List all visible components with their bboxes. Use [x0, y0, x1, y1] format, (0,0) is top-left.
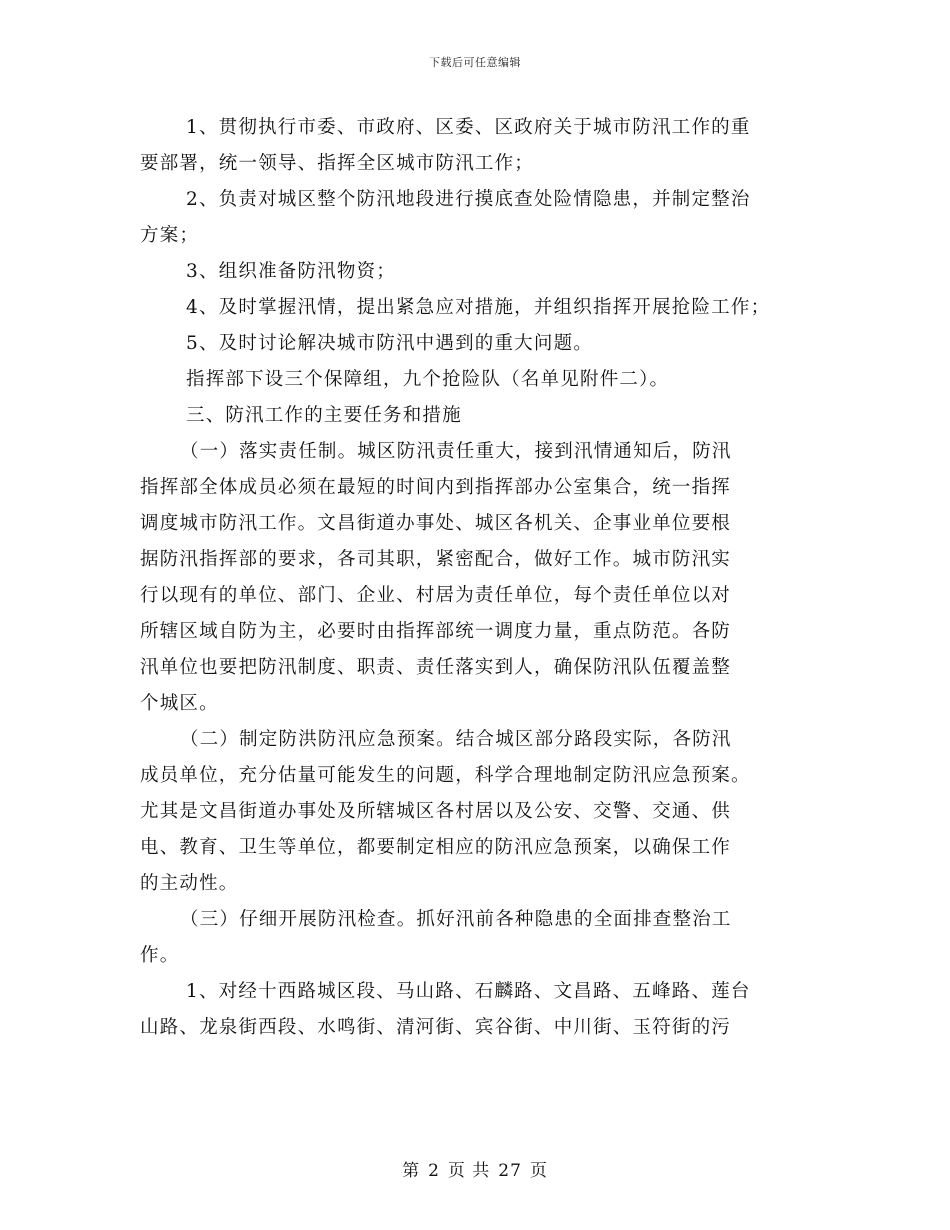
text-line: 作。 — [140, 945, 180, 966]
text-line: 的主动性。 — [140, 873, 239, 894]
text-line: 1、对经十西路城区段、马山路、石麟路、文昌路、五峰路、莲台 — [186, 981, 751, 1002]
page-footer — [0, 1156, 950, 1181]
text-line: 1、贯彻执行市委、市政府、区委、区政府关于城市防汛工作的重 — [186, 117, 751, 138]
text-line: 4、及时掌握汛情，提出紧急应对措施，并组织指挥开展抢险工作； — [186, 297, 771, 318]
text-line: 据防汛指挥部的要求，各司其职，紧密配合，做好工作。城市防汛实 — [140, 549, 732, 570]
text-line: 指挥部全体成员必须在最短的时间内到指挥部办公室集合，统一指挥 — [140, 477, 732, 498]
footer-current-page: 2 — [428, 1161, 440, 1181]
text-line: 山路、龙泉街西段、水鸣街、清河街、宾谷街、中川街、玉符街的污 — [140, 1017, 732, 1038]
text-line: 汛单位也要把防汛制度、职责、责任落实到人，确保防汛队伍覆盖整 — [140, 657, 732, 678]
text-line: 个城区。 — [140, 693, 219, 714]
text-line: 调度城市防汛工作。文昌街道办事处、城区各机关、企事业单位要根 — [140, 513, 732, 534]
text-line: （一）落实责任制。城区防汛责任重大，接到汛情通知后，防汛 — [180, 441, 732, 462]
text-line: 成员单位，充分估量可能发生的问题，科学合理地制定防汛应急预案。 — [140, 765, 751, 786]
text-line: 行以现有的单位、部门、企业、村居为责任单位，每个责任单位以对 — [140, 585, 732, 606]
footer-prefix: 第 — [402, 1161, 421, 1181]
text-line: 2、负责对城区整个防汛地段进行摸底查处险情隐患，并制定整治 — [186, 189, 751, 210]
text-line: 所辖区域自防为主，必要时由指挥部统一调度力量，重点防范。各防 — [140, 621, 732, 642]
text-line: 方案； — [140, 225, 200, 246]
footer-suffix: 页 — [529, 1161, 548, 1181]
text-line: 三、防汛工作的主要任务和措施 — [186, 405, 462, 426]
text-line: 尤其是文昌街道办事处及所辖城区各村居以及公安、交警、交通、供 — [140, 801, 732, 822]
page-header-note: 下载后可任意编辑 — [429, 56, 521, 69]
text-line: （三）仔细开展防汛检查。抓好汛前各种隐患的全面排查整治工 — [180, 909, 732, 930]
text-line: 5、及时讨论解决城市防汛中遇到的重大问题。 — [186, 333, 593, 354]
text-line: 电、教育、卫生等单位，都要制定相应的防汛应急预案，以确保工作 — [140, 837, 732, 858]
footer-middle: 页 共 — [447, 1161, 491, 1181]
document-body — [140, 110, 820, 1046]
footer-total-pages: 27 — [498, 1161, 522, 1181]
text-line: 指挥部下设三个保障组，九个抢险队（名单见附件二）。 — [186, 369, 670, 390]
text-line: 3、组织准备防汛物资； — [186, 261, 396, 282]
text-line: （二）制定防洪防汛应急预案。结合城区部分路段实际，各防汛 — [180, 729, 732, 750]
text-line: 要部署，统一领导、指挥全区城市防汛工作； — [140, 153, 535, 174]
